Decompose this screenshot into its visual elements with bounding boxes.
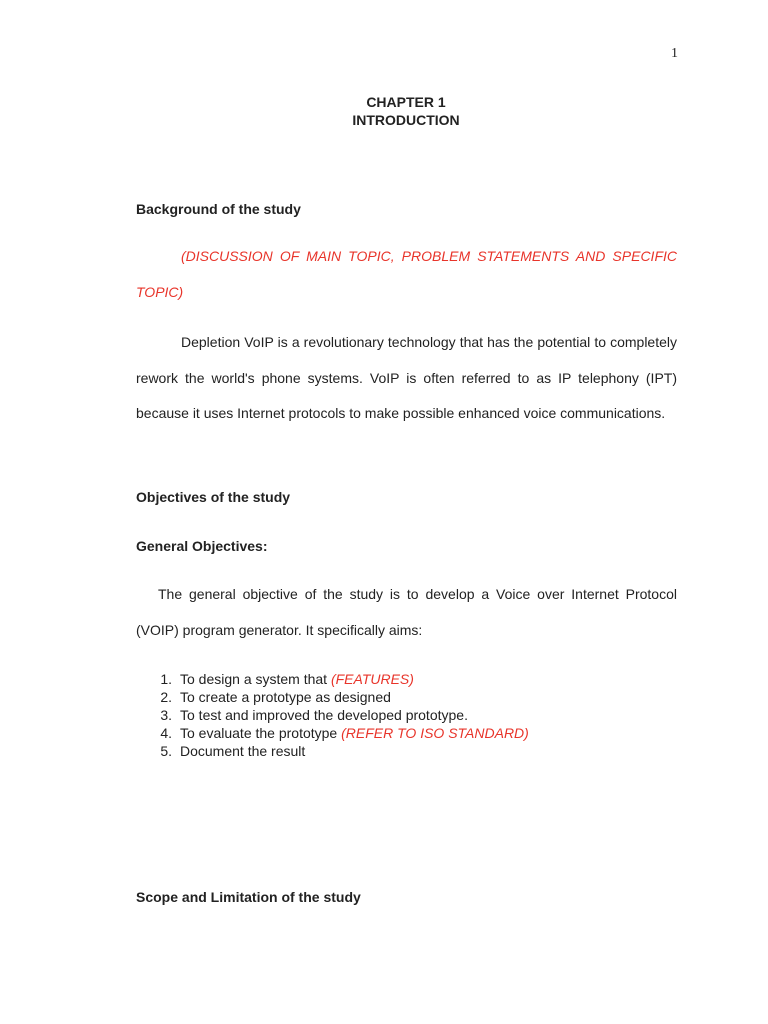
list-item-number: 3. xyxy=(160,707,172,723)
scope-heading: Scope and Limitation of the study xyxy=(136,889,361,905)
chapter-heading xyxy=(0,93,768,129)
list-item-text: Document the result xyxy=(180,743,306,759)
list-item-accent: (REFER TO ISO STANDARD) xyxy=(341,725,529,741)
chapter-title: INTRODUCTION xyxy=(352,112,460,128)
objectives-heading: Objectives of the study xyxy=(136,489,291,505)
list-item xyxy=(136,688,529,706)
page-number: 1 xyxy=(671,46,678,61)
objectives-list xyxy=(136,670,529,760)
background-paragraph: Depletion VoIP is a revolutionary technology that has the potential to completely rework the world's phone systems. VoIP is often referred to as IP telephony (IPT) because it uses Internet protocols to make possible enhanced voice communications. xyxy=(136,334,677,421)
list-item-text: To test and improved the developed prototype. xyxy=(180,707,468,723)
background-placeholder-note: (DISCUSSION OF MAIN TOPIC, PROBLEM STATEMENTS AND SPECIFIC TOPIC) xyxy=(136,248,677,300)
list-item-text: To evaluate the prototype xyxy=(180,725,342,741)
list-item-text: To create a prototype as designed xyxy=(180,689,391,705)
general-objectives-paragraph: The general objective of the study is to develop a Voice over Internet Protocol (VOIP) program generator. It specifically aims: xyxy=(136,586,677,638)
list-item-text: To design a system that xyxy=(180,671,331,687)
chapter-number: CHAPTER 1 xyxy=(366,94,446,110)
list-item xyxy=(136,706,529,724)
list-item-number: 4. xyxy=(160,725,172,741)
list-item xyxy=(136,724,529,742)
list-item-number: 5. xyxy=(160,743,172,759)
list-item-number: 2. xyxy=(160,689,172,705)
background-heading: Background of the study xyxy=(136,201,301,217)
list-item-number: 1. xyxy=(160,671,172,687)
general-objectives-heading: General Objectives: xyxy=(136,538,268,554)
list-item-accent: (FEATURES) xyxy=(330,671,414,687)
list-item xyxy=(136,670,529,688)
list-item xyxy=(136,742,529,760)
